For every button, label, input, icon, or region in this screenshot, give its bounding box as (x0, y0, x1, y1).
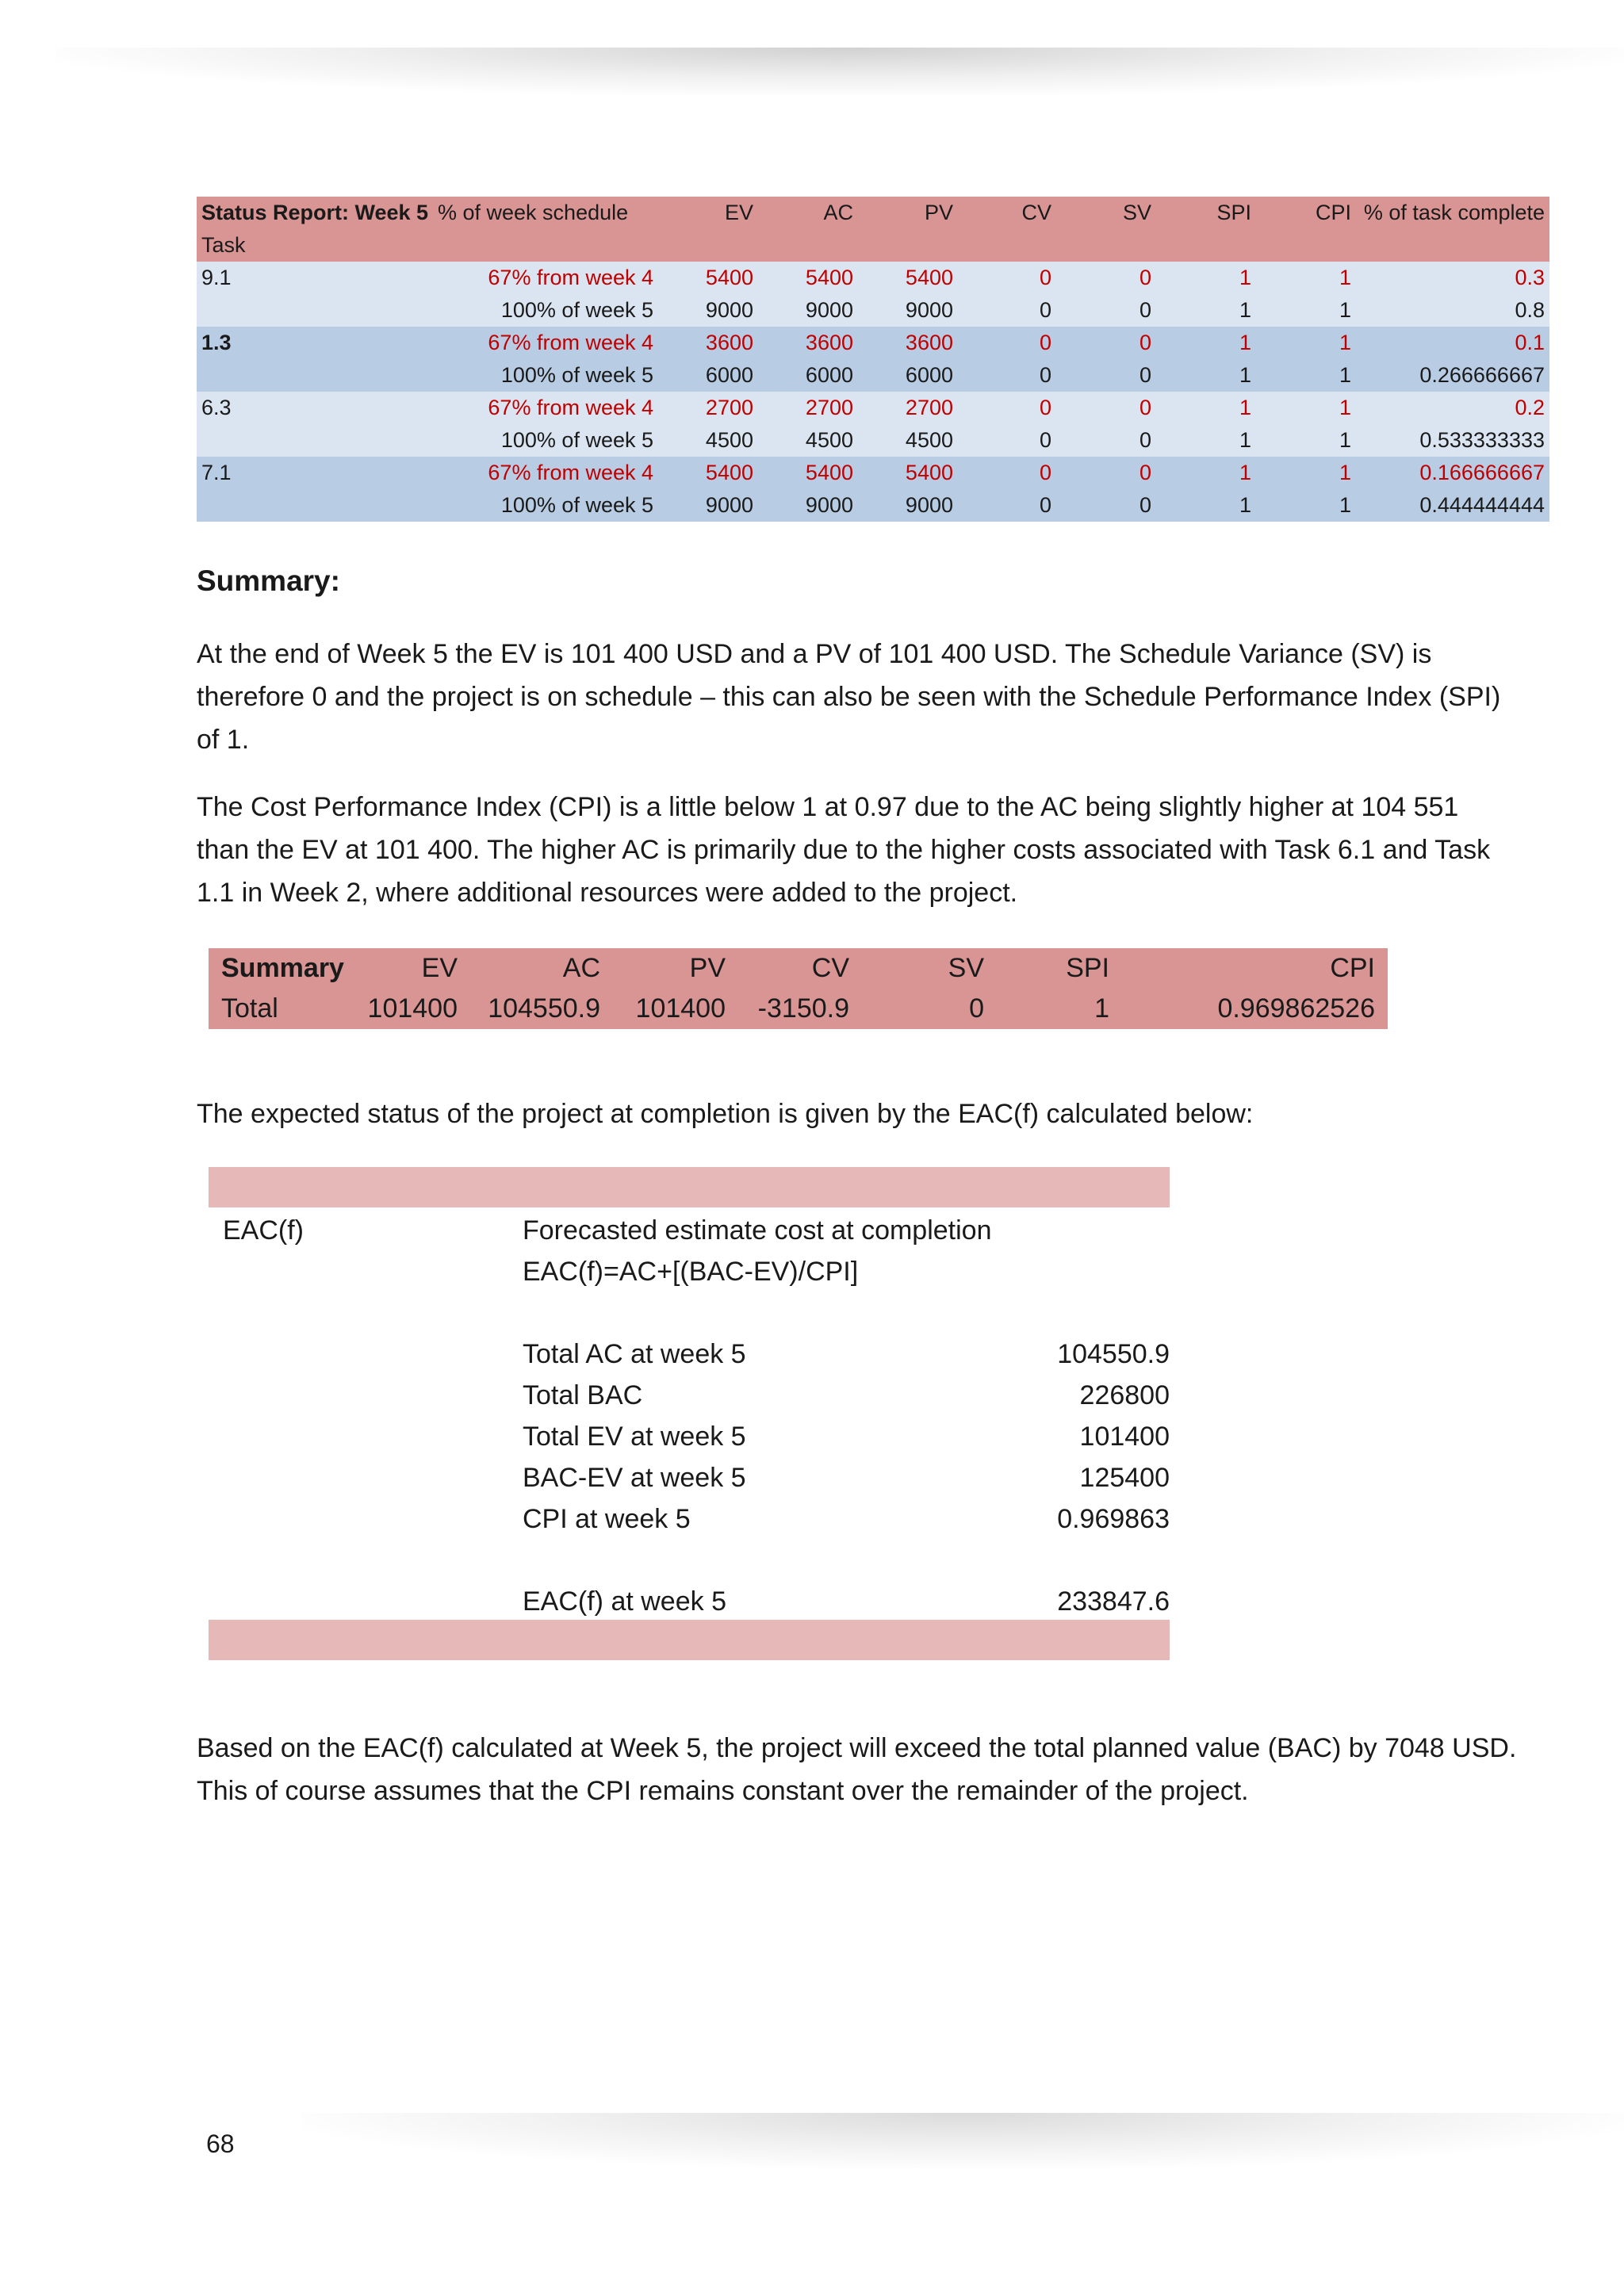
status-cell-cpi: 1 (1256, 392, 1356, 424)
status-row (197, 294, 1549, 327)
eac-formula: EAC(f)=AC+[(BAC-EV)/CPI] (523, 1257, 859, 1287)
summary-header-ac: AC (562, 953, 600, 983)
status-cell-ac: 2700 (758, 392, 858, 424)
status-cell-schedule: 100% of week 5 (433, 489, 658, 522)
status-cell-cpi: 1 (1256, 294, 1356, 327)
status-cell-cpi: 1 (1256, 424, 1356, 457)
eac-item-value: 125400 (1079, 1463, 1170, 1493)
header-pv: PV (858, 197, 958, 229)
status-cell-cv: 0 (958, 262, 1056, 294)
status-row (197, 327, 1549, 359)
summary-header-spi: SPI (1066, 953, 1109, 983)
status-cell-sv: 0 (1056, 359, 1156, 392)
status-cell-pv: 5400 (858, 457, 958, 489)
status-cell-sv: 0 (1056, 327, 1156, 359)
summary-header-cv: CV (811, 953, 849, 983)
status-cell-task (197, 489, 433, 522)
status-cell-pv: 2700 (858, 392, 958, 424)
eac-item-label: Total EV at week 5 (523, 1422, 746, 1452)
status-cell-cv: 0 (958, 359, 1056, 392)
status-cell-complete: 0.3 (1356, 262, 1549, 294)
status-cell-ev: 9000 (658, 489, 758, 522)
status-cell-complete: 0.266666667 (1356, 359, 1549, 392)
status-cell-cpi: 1 (1256, 457, 1356, 489)
status-cell-cpi: 1 (1256, 489, 1356, 522)
status-cell-complete: 0.533333333 (1356, 424, 1549, 457)
status-cell-cpi: 1 (1256, 359, 1356, 392)
status-cell-pv: 6000 (858, 359, 958, 392)
status-cell-ac: 3600 (758, 327, 858, 359)
status-cell-task (197, 424, 433, 457)
status-cell-ev: 2700 (658, 392, 758, 424)
header-schedule: % of week schedule (433, 197, 658, 229)
summary-header-sv: SV (948, 953, 984, 983)
status-cell-ac: 5400 (758, 457, 858, 489)
status-cell-task: 7.1 (197, 457, 433, 489)
status-cell-sv: 0 (1056, 424, 1156, 457)
page-bottom-shadow (301, 2113, 1624, 2168)
summary-header-ev: EV (421, 953, 458, 983)
summary-total-spi: 1 (1094, 993, 1109, 1024)
status-cell-cpi: 1 (1256, 327, 1356, 359)
summary-header-cpi: CPI (1330, 953, 1375, 983)
status-row (197, 424, 1549, 457)
status-cell-sv: 0 (1056, 294, 1156, 327)
eac-result-value: 233847.6 (1057, 1586, 1170, 1617)
status-cell-cv: 0 (958, 294, 1056, 327)
eac-label: EAC(f) (223, 1215, 304, 1246)
paragraph-schedule: At the end of Week 5 the EV is 101 400 USD and a PV of 101 400 USD. The Schedule Variance (SV) is therefore 0 and the project is on schedule – this can also be seen with the Schedule Performance Index (SPI) of 1. (197, 639, 1501, 755)
status-cell-ev: 6000 (658, 359, 758, 392)
status-cell-spi: 1 (1156, 327, 1256, 359)
subheader-task: Task (197, 229, 433, 262)
status-header-row (197, 197, 1549, 229)
status-cell-pv: 9000 (858, 294, 958, 327)
status-cell-task (197, 359, 433, 392)
status-cell-task: 6.3 (197, 392, 433, 424)
status-row (197, 392, 1549, 424)
status-cell-cpi: 1 (1256, 262, 1356, 294)
status-cell-complete: 0.166666667 (1356, 457, 1549, 489)
eac-item-value: 104550.9 (1057, 1339, 1170, 1369)
status-cell-ac: 6000 (758, 359, 858, 392)
eac-item-value: 0.969863 (1057, 1504, 1170, 1534)
header-status-report: Status Report: Week 5 (197, 197, 433, 229)
status-cell-spi: 1 (1156, 359, 1256, 392)
status-subheader-row (197, 229, 1549, 262)
page-number: 68 (206, 2130, 235, 2158)
status-cell-cv: 0 (958, 392, 1056, 424)
status-row (197, 489, 1549, 522)
paragraph-conclusion: Based on the EAC(f) calculated at Week 5, the project will exceed the total planned value (BAC) by 7048 USD. This of course assumes that the CPI remains constant over the remainder of the project. (197, 1733, 1517, 1806)
status-cell-cv: 0 (958, 457, 1056, 489)
summary-total-cv: -3150.9 (757, 993, 849, 1024)
status-cell-spi: 1 (1156, 489, 1256, 522)
status-report-table (197, 197, 1549, 522)
summary-total-label: Total (221, 993, 278, 1024)
status-cell-ac: 5400 (758, 262, 858, 294)
status-cell-ac: 4500 (758, 424, 858, 457)
status-cell-sv: 0 (1056, 489, 1156, 522)
status-cell-schedule: 100% of week 5 (433, 424, 658, 457)
summary-header-pv: PV (689, 953, 726, 983)
status-cell-task (197, 294, 433, 327)
status-cell-spi: 1 (1156, 392, 1256, 424)
summary-heading: Summary: (197, 564, 340, 597)
eac-item-value: 101400 (1079, 1422, 1170, 1452)
summary-header-row (209, 948, 1388, 989)
summary-total-cpi: 0.969862526 (1217, 993, 1375, 1024)
status-cell-sv: 0 (1056, 262, 1156, 294)
status-cell-ev: 5400 (658, 457, 758, 489)
status-cell-ev: 5400 (658, 262, 758, 294)
status-cell-cv: 0 (958, 327, 1056, 359)
status-cell-ev: 9000 (658, 294, 758, 327)
status-cell-cv: 0 (958, 489, 1056, 522)
status-cell-schedule: 67% from week 4 (433, 457, 658, 489)
status-cell-cv: 0 (958, 424, 1056, 457)
header-ev: EV (658, 197, 758, 229)
eac-result-label: EAC(f) at week 5 (523, 1586, 726, 1617)
header-cv: CV (958, 197, 1056, 229)
status-cell-complete: 0.444444444 (1356, 489, 1549, 522)
header-ac: AC (758, 197, 858, 229)
status-cell-spi: 1 (1156, 262, 1256, 294)
status-cell-ev: 3600 (658, 327, 758, 359)
status-cell-ac: 9000 (758, 489, 858, 522)
status-row (197, 359, 1549, 392)
eac-description: Forecasted estimate cost at completion (523, 1215, 992, 1246)
status-cell-task: 1.3 (197, 327, 433, 359)
summary-total-pv: 101400 (635, 993, 726, 1024)
status-cell-ev: 4500 (658, 424, 758, 457)
header-complete: % of task complete (1356, 197, 1549, 229)
eac-item-value: 226800 (1079, 1380, 1170, 1410)
eac-top-band (209, 1167, 1170, 1207)
paragraph-cost: The Cost Performance Index (CPI) is a little below 1 at 0.97 due to the AC being slightly higher at 104 551 than the EV at 101 400. The higher AC is primarily due to the higher costs associated with Task 6.1 and Task 1.1 in Week 2, where additional resources were added to the project. (197, 792, 1491, 908)
summary-table (209, 948, 1388, 1029)
status-cell-spi: 1 (1156, 424, 1256, 457)
header-sv: SV (1056, 197, 1156, 229)
paragraph-eac-intro: The expected status of the project at completion is given by the EAC(f) calculated below: (197, 1099, 1254, 1129)
summary-total-ev: 101400 (367, 993, 458, 1024)
status-cell-pv: 3600 (858, 327, 958, 359)
status-cell-spi: 1 (1156, 457, 1256, 489)
status-row (197, 457, 1549, 489)
status-cell-spi: 1 (1156, 294, 1256, 327)
status-cell-schedule: 100% of week 5 (433, 294, 658, 327)
summary-total-row (209, 989, 1388, 1029)
header-cpi: CPI (1256, 197, 1356, 229)
eac-bottom-band (209, 1620, 1170, 1660)
eac-item-label: Total BAC (523, 1380, 643, 1410)
status-cell-pv: 4500 (858, 424, 958, 457)
status-cell-task: 9.1 (197, 262, 433, 294)
header-spi: SPI (1156, 197, 1256, 229)
summary-header-summary: Summary (221, 953, 344, 983)
eac-item-label: CPI at week 5 (523, 1504, 691, 1534)
status-cell-complete: 0.1 (1356, 327, 1549, 359)
status-cell-pv: 5400 (858, 262, 958, 294)
status-cell-complete: 0.8 (1356, 294, 1549, 327)
status-cell-sv: 0 (1056, 392, 1156, 424)
status-cell-schedule: 67% from week 4 (433, 262, 658, 294)
status-cell-schedule: 67% from week 4 (433, 327, 658, 359)
summary-total-ac: 104550.9 (488, 993, 600, 1024)
status-cell-pv: 9000 (858, 489, 958, 522)
eac-item-label: BAC-EV at week 5 (523, 1463, 746, 1493)
status-cell-sv: 0 (1056, 457, 1156, 489)
status-cell-schedule: 67% from week 4 (433, 392, 658, 424)
status-cell-schedule: 100% of week 5 (433, 359, 658, 392)
summary-total-sv: 0 (969, 993, 984, 1024)
status-cell-complete: 0.2 (1356, 392, 1549, 424)
status-cell-ac: 9000 (758, 294, 858, 327)
status-row (197, 262, 1549, 294)
eac-item-label: Total AC at week 5 (523, 1339, 746, 1369)
page-top-shadow (56, 48, 1624, 95)
